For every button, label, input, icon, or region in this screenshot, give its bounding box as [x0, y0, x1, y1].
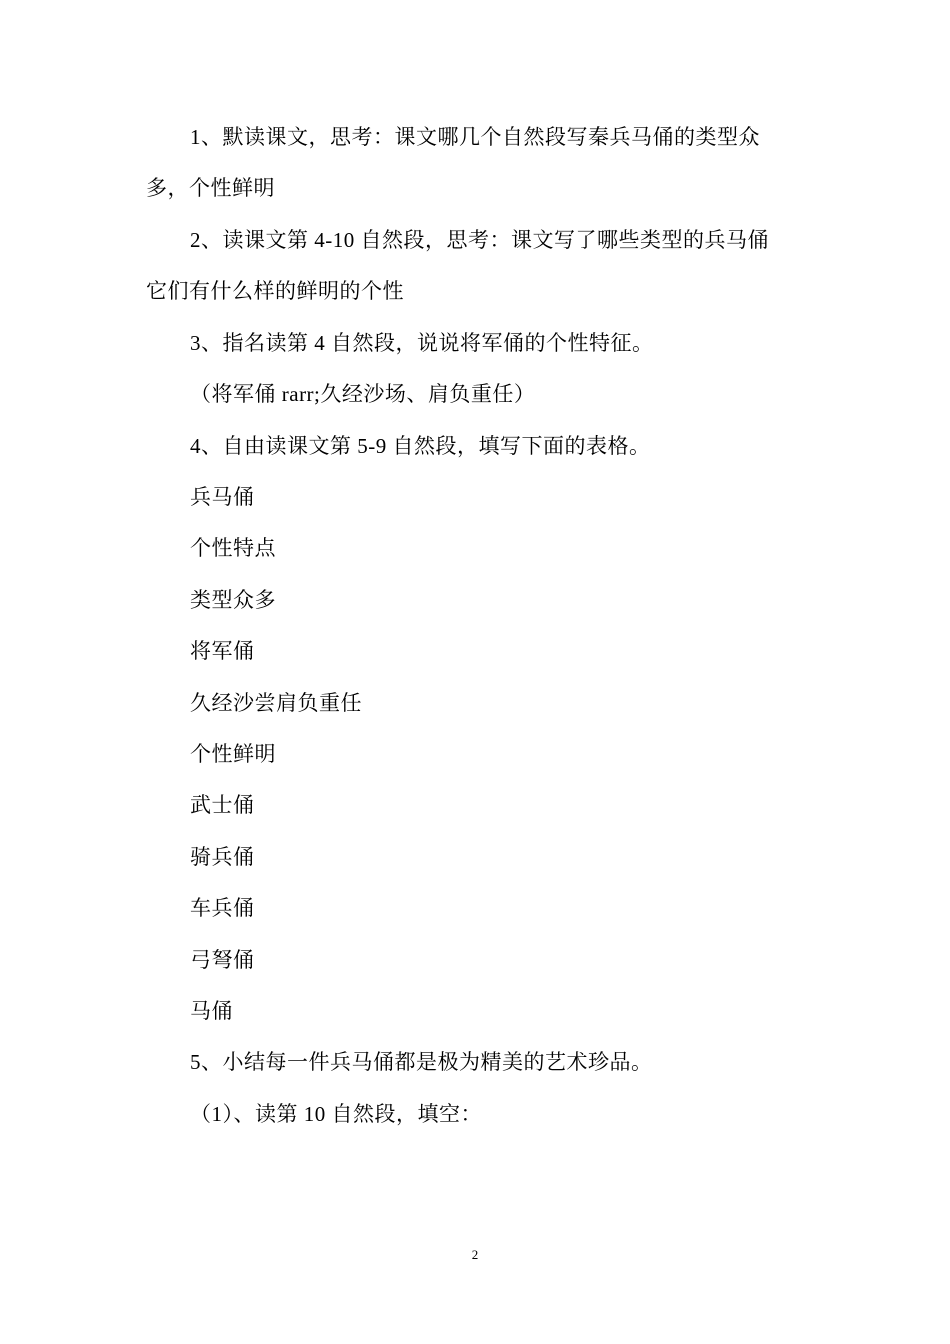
table-cell-text: 将军俑	[190, 639, 255, 663]
paragraph-line: 5、小结每一件兵马俑都是极为精美的艺术珍品。	[190, 1050, 653, 1074]
paragraph-line: 2、读课文第 4-10 自然段，思考：课文写了哪些类型的兵马俑	[190, 228, 769, 252]
table-cell-text: 车兵俑	[190, 896, 255, 920]
table-cell-text: 马俑	[190, 999, 233, 1023]
paragraph-line: 多，个性鲜明	[146, 176, 275, 200]
table-cell-text: 兵马俑	[190, 485, 255, 509]
table-cell-text: 久经沙尝肩负重任	[190, 691, 362, 715]
page-number: 2	[471, 1247, 479, 1262]
table-cell-text: 骑兵俑	[190, 845, 255, 869]
table-cell-text: 弓弩俑	[190, 948, 255, 972]
paragraph-line: （1）、读第 10 自然段，填空：	[190, 1102, 482, 1126]
table-cell-text: 武士俑	[190, 793, 255, 817]
table-cell-text: 个性特点	[190, 536, 276, 560]
paragraph-line: 它们有什么样的鲜明的个性	[146, 279, 404, 303]
table-cell-text: 类型众多	[190, 588, 276, 612]
table-cell-text: 个性鲜明	[190, 742, 276, 766]
paragraph-line: （将军俑 rarr;久经沙场、肩负重任）	[190, 382, 536, 406]
paragraph-line: 3、指名读第 4 自然段，说说将军俑的个性特征。	[190, 331, 654, 355]
paragraph-line: 1、默读课文，思考：课文哪几个自然段写秦兵马俑的类型众	[190, 125, 760, 149]
paragraph-line: 4、自由读课文第 5-9 自然段，填写下面的表格。	[190, 434, 651, 458]
